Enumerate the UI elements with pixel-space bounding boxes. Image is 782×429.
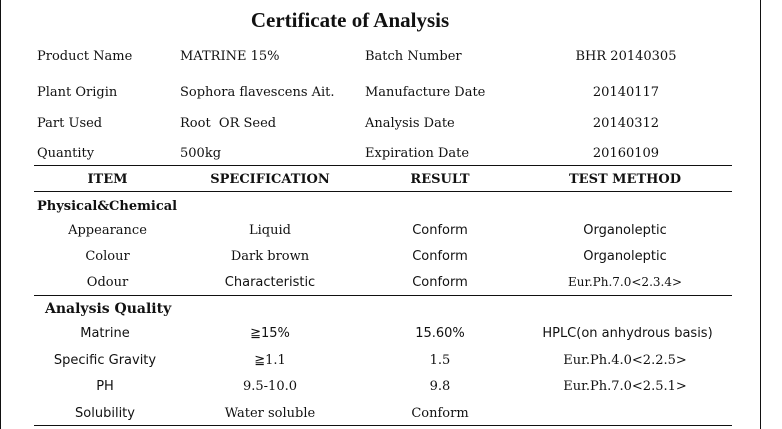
- table-cell-method: HPLC(on anhydrous basis): [542, 326, 713, 341]
- right-border: [760, 0, 761, 429]
- table-cell-item: PH: [96, 379, 114, 394]
- table-cell-item: Specific Gravity: [53, 353, 157, 368]
- table-cell-spec: Dark brown: [230, 249, 310, 264]
- table-cell-result: Conform: [412, 275, 468, 290]
- product-name-value: MATRINE 15%: [180, 49, 280, 64]
- table-cell-method: Eur.Ph.7.0<2.3.4>: [567, 275, 683, 289]
- table-cell-item: Colour: [85, 249, 130, 264]
- header-specification: SPECIFICATION: [210, 172, 330, 187]
- table-cell-spec: ≧1.1: [254, 353, 286, 368]
- table-cell-method: Eur.Ph.4.0<2.2.5>: [563, 353, 687, 368]
- manufacture-date-value: 20140117: [592, 85, 660, 100]
- plant-origin-label: Plant Origin: [37, 85, 118, 100]
- table-cell-item: Appearance: [68, 223, 147, 238]
- expiration-date-label: Expiration Date: [365, 146, 470, 161]
- analysis-date-label: Analysis Date: [365, 116, 455, 131]
- batch-number-label: Batch Number: [365, 49, 462, 64]
- table-cell-result: Conform: [411, 406, 469, 421]
- part-used-value: Root OR Seed: [180, 116, 277, 131]
- quantity-label: Quantity: [37, 146, 95, 161]
- section-title-physical-chemical: Physical&Chemical: [37, 199, 178, 214]
- table-cell-method: Organoleptic: [583, 249, 667, 264]
- expiration-date-value: 20160109: [592, 146, 660, 161]
- table-cell-spec: ≧15%: [250, 326, 290, 341]
- table-cell-result: 15.60%: [415, 326, 465, 341]
- left-border: [0, 0, 1, 429]
- header-test-method: TEST METHOD: [568, 172, 682, 187]
- table-cell-result: Conform: [412, 249, 468, 264]
- section-title-analysis-quality: Analysis Quality: [45, 301, 172, 317]
- header-top-rule: [34, 165, 732, 166]
- document-title: Certificate of Analysis: [250, 8, 450, 32]
- quantity-value: 500kg: [180, 146, 222, 161]
- table-cell-spec: 9.5-10.0: [242, 379, 297, 394]
- table-cell-method: Organoleptic: [583, 223, 667, 238]
- table-cell-result: Conform: [412, 223, 468, 238]
- section-rule: [34, 295, 732, 296]
- product-name-label: Product Name: [37, 49, 133, 64]
- table-cell-method: Eur.Ph.7.0<2.5.1>: [563, 379, 687, 394]
- table-cell-spec: Characteristic: [224, 275, 316, 290]
- table-cell-item: Solubility: [75, 406, 135, 421]
- table-cell-item: Matrine: [80, 326, 130, 341]
- header-result: RESULT: [410, 172, 470, 187]
- batch-number-value: BHR 20140305: [575, 49, 677, 64]
- table-cell-item: Odour: [86, 275, 129, 290]
- analysis-date-value: 20140312: [592, 116, 660, 131]
- table-cell-spec: Liquid: [249, 223, 291, 238]
- table-cell-result: 9.8: [429, 379, 451, 394]
- plant-origin-value: Sophora flavescens Ait.: [180, 85, 335, 100]
- manufacture-date-label: Manufacture Date: [365, 85, 486, 100]
- table-cell-spec: Water soluble: [224, 406, 316, 421]
- table-bottom-rule: [34, 425, 732, 426]
- header-bottom-rule: [34, 191, 732, 192]
- part-used-label: Part Used: [37, 116, 103, 131]
- table-cell-result: 1.5: [429, 353, 451, 368]
- header-item: ITEM: [87, 172, 128, 187]
